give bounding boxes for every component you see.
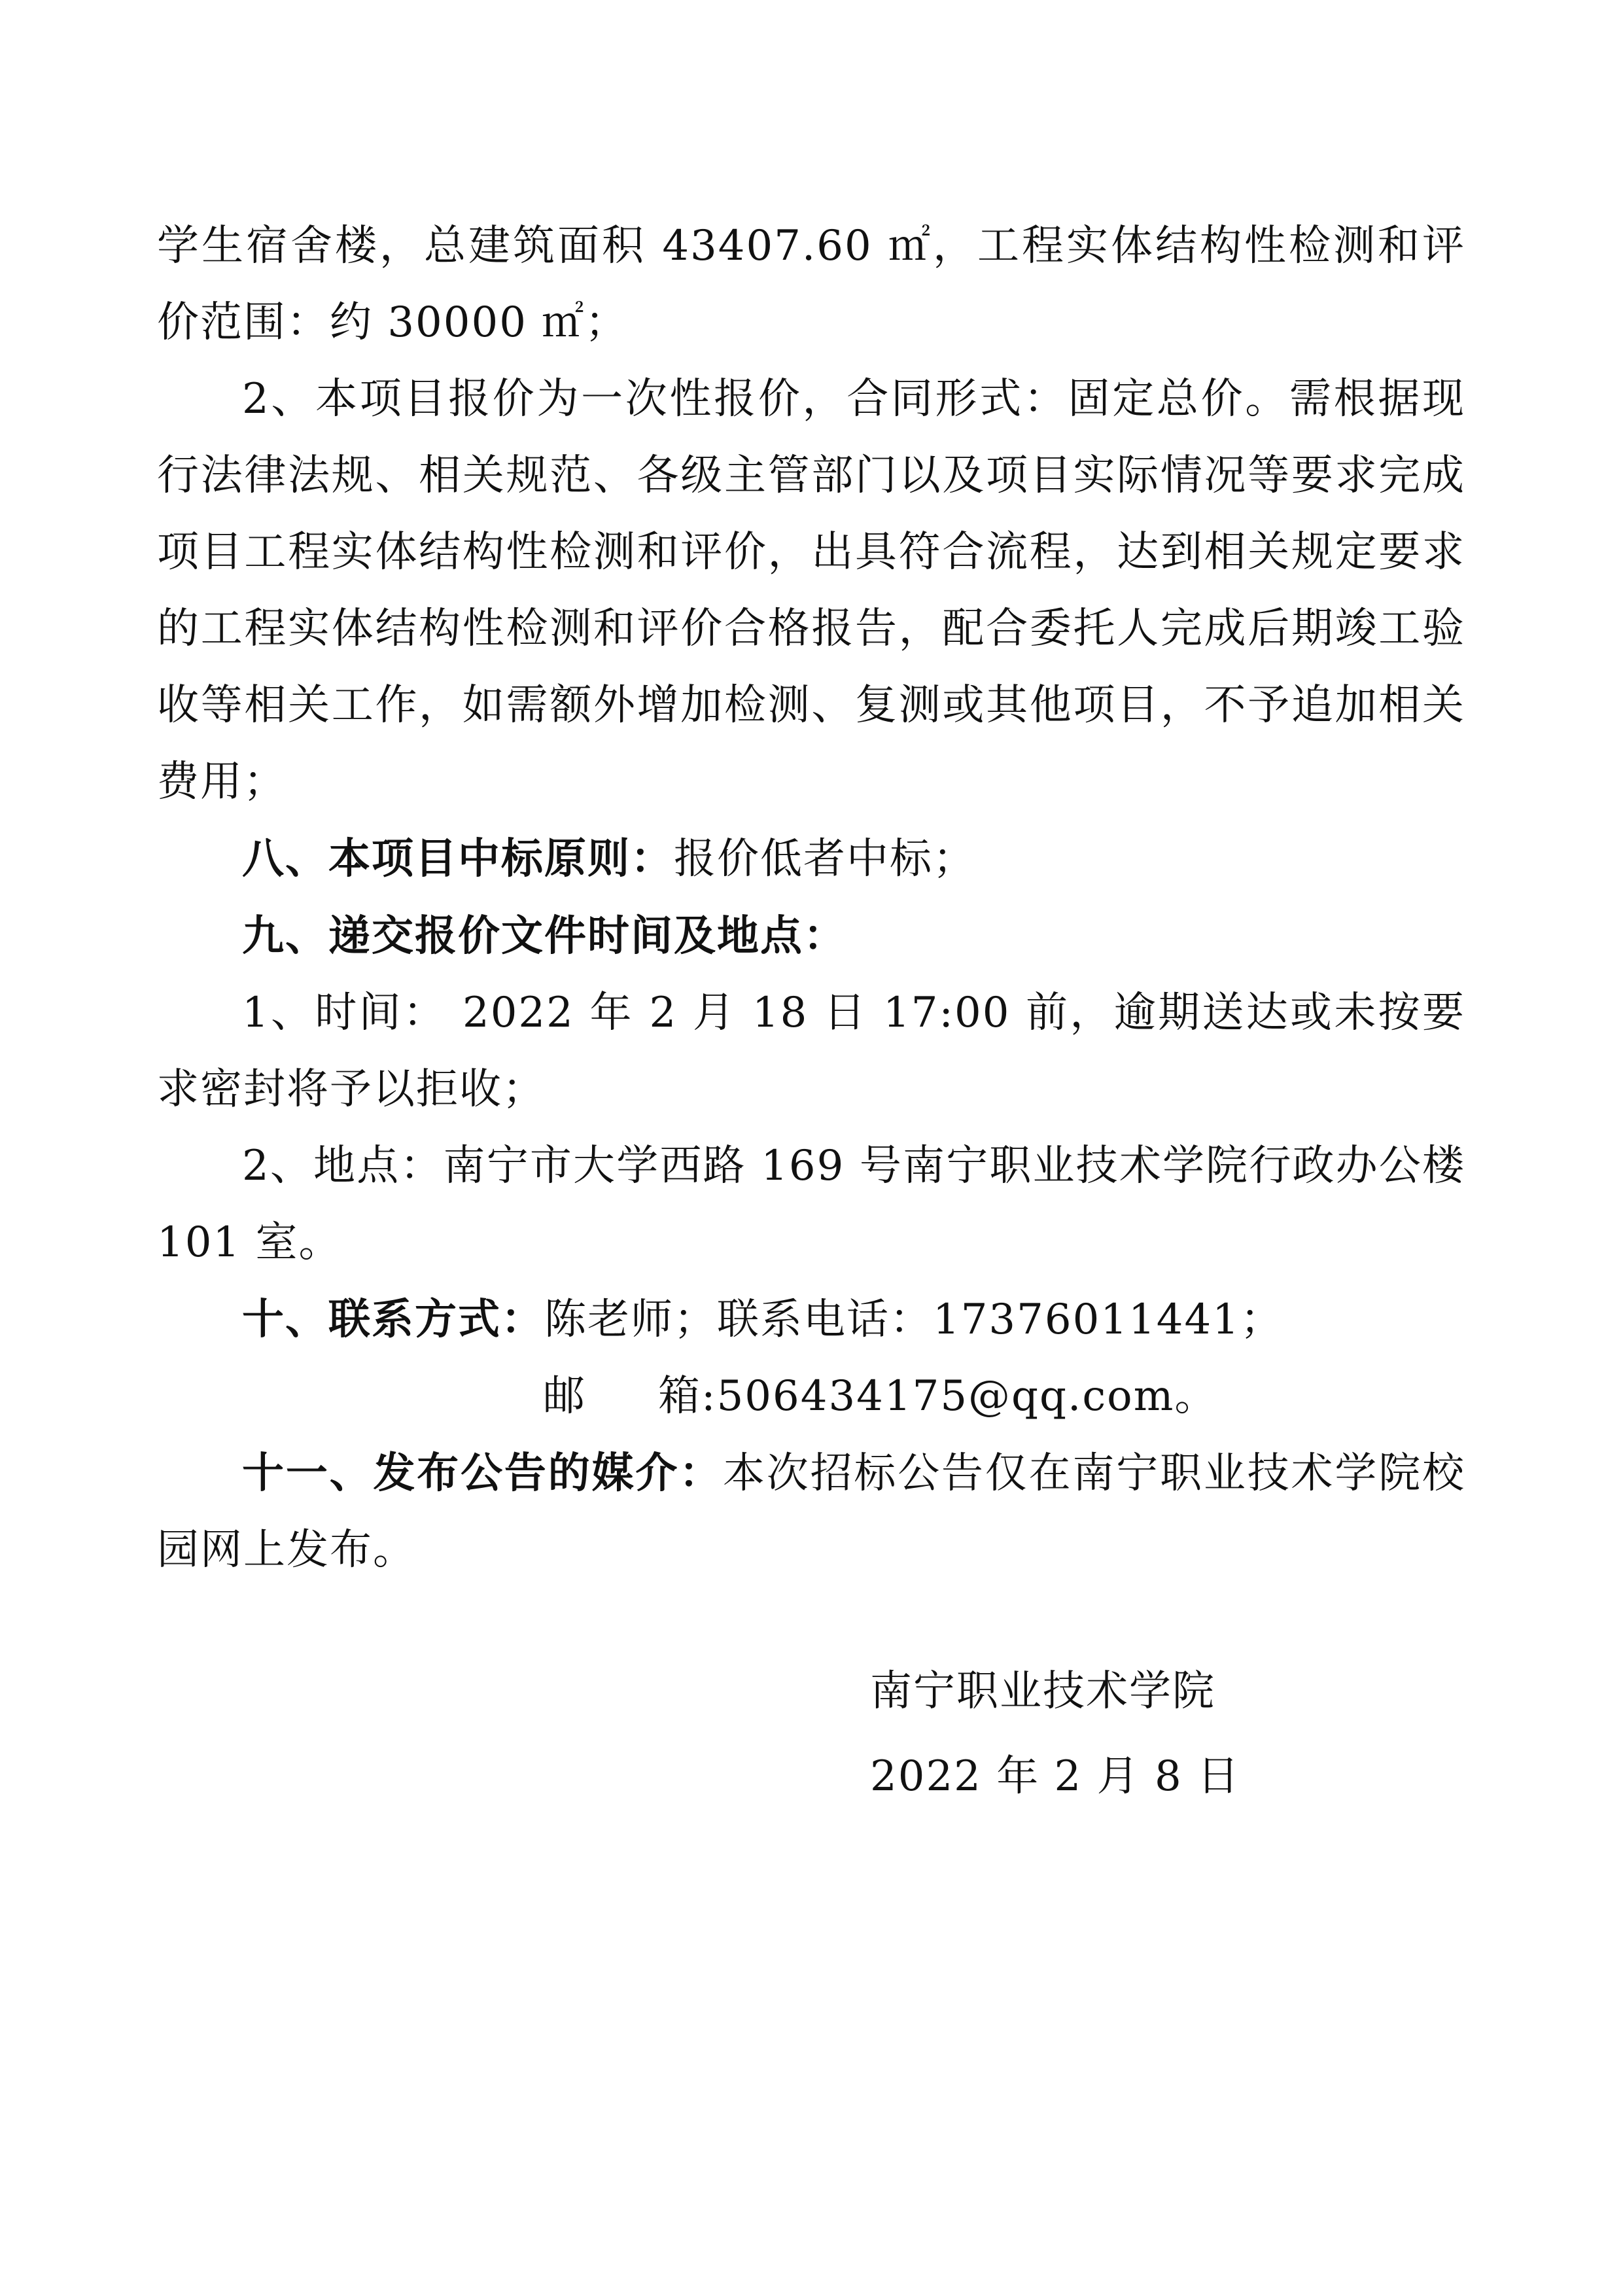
signature-block	[870, 1649, 1240, 1819]
section-11-heading: 十一、发布公告的媒介：	[242, 1449, 723, 1498]
section-10-heading: 十、联系方式：	[242, 1295, 544, 1344]
section-award-principle	[157, 821, 1465, 898]
section-contact	[157, 1281, 1465, 1358]
contact-email-line	[157, 1358, 1465, 1435]
section-media	[157, 1435, 1465, 1589]
submission-time: 1、时间： 2022 年 2 月 18 日 17:00 前，逾期送达或未按要求密封将予以拒收；	[157, 989, 1465, 1114]
section-8-heading: 八、本项目中标原则：	[242, 834, 674, 883]
email-address: 506434175@qq.com。	[716, 1372, 1218, 1421]
paragraph-scope: 学生宿舍楼，总建筑面积 43407.60 ㎡，工程实体结构性检测和评价范围：约 30000 ㎡；	[157, 222, 1465, 347]
document-body	[157, 208, 1465, 1589]
section-9-heading: 九、递交报价文件时间及地点：	[242, 911, 846, 961]
signature-org: 南宁职业技术学院	[870, 1667, 1215, 1716]
contact-text: 陈老师；联系电话：17376011441；	[544, 1296, 1283, 1344]
section-8-text: 报价低者中标；	[674, 835, 976, 883]
section-submission	[157, 898, 1465, 975]
email-label-1: 邮	[543, 1372, 586, 1421]
paragraph-pricing: 2、本项目报价为一次性报价，合同形式：固定总价。需根据现行法律法规、相关规范、各级主管部门以及项目实际情况等要求完成项目工程实体结构性检测和评价，出具符合流程，达到相关规定要求的工程实体结构性检测和评价合格报告，配合委托人完成后期竣工验收等相关工作，如需额外增加检测、复测或其他项目，不予追加相关费用；	[157, 375, 1465, 806]
signature-date: 2022 年 2 月 8 日	[870, 1752, 1241, 1801]
email-label-2: 箱:	[658, 1372, 717, 1421]
media-text: 本次招标公告仅在南宁职业技术学院校园网上发布。	[157, 1449, 1466, 1574]
submission-location: 2、地点：南宁市大学西路 169 号南宁职业技术学院行政办公楼 101 室。	[157, 1142, 1465, 1267]
